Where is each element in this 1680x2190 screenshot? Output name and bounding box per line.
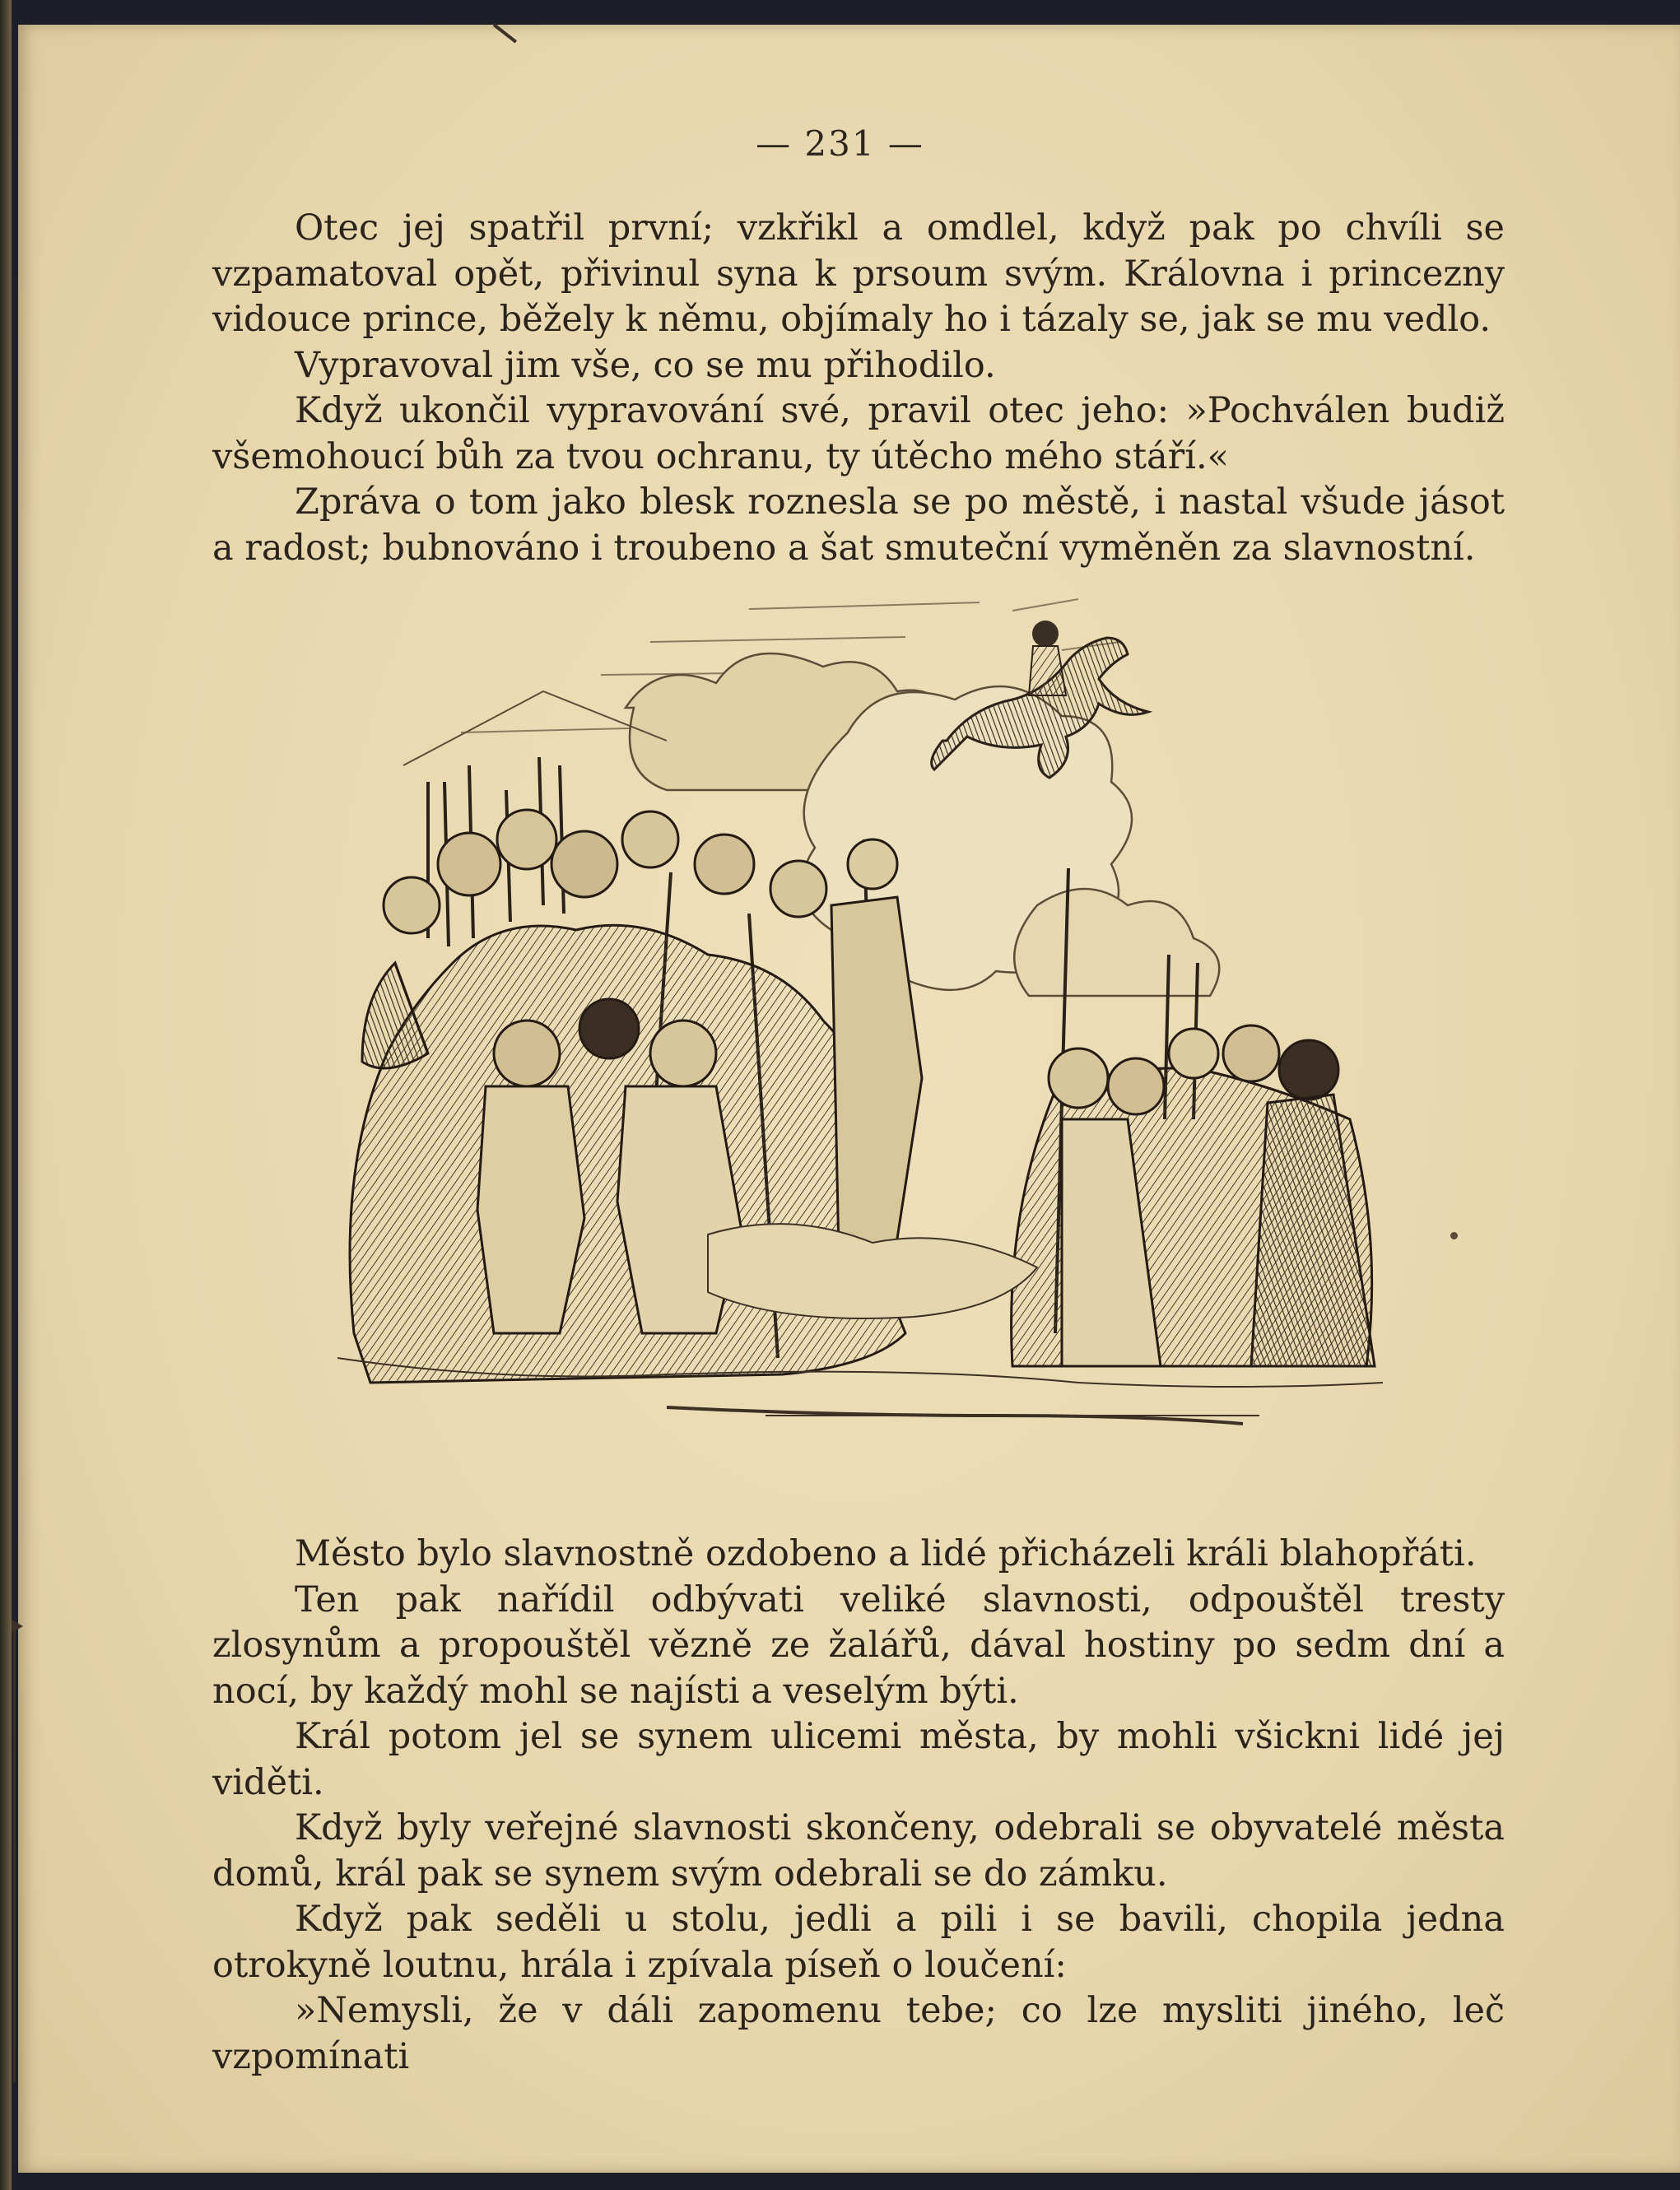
paragraph: »Nemysli, že v dáli zapomenu tebe; co lze mysliti jiného, leč vzpomínati bbox=[212, 1990, 1505, 2077]
paragraph: Vypravoval jim vše, co se mu přihodilo. bbox=[295, 344, 996, 386]
text-block-bottom bbox=[212, 1532, 1505, 2080]
ink-speck bbox=[1450, 1232, 1458, 1239]
paragraph: Když byly veřejné slavnosti skončeny, odebrali se obyvatelé města domů, král pak se synem svým odebrali se do zámku. bbox=[212, 1807, 1505, 1895]
text-block-top bbox=[212, 206, 1505, 571]
margin-marker bbox=[12, 1620, 23, 1633]
page-number: — 231 — bbox=[756, 123, 924, 164]
paragraph: Město bylo slavnostně ozdobeno a lidé přicházeli králi blahopřáti. bbox=[295, 1533, 1477, 1574]
paragraph: Když pak seděli u stolu, jedli a pili i se bavili, chopila jedna otrokyně loutnu, hrála i zpívala píseň o loučení: bbox=[212, 1899, 1505, 1986]
crowd-right bbox=[1012, 1025, 1375, 1366]
binding-line bbox=[13, 1621, 16, 2082]
paragraph: Ten pak nařídil odbývati veliké slavnosti, odpouštěl tresty zlosynům a propouštěl vězně ze žalářů, dával hostiny po sedm dní a nocí, by každý mohl se najísti a veselým býti. bbox=[212, 1579, 1505, 1712]
engraving-illustration bbox=[337, 593, 1383, 1498]
paragraph: Zpráva o tom jako blesk roznesla se po městě, i nastal všude jásot a radost; bubnováno i troubeno a šat smuteční vyměněn za slavnostní. bbox=[212, 481, 1505, 569]
paragraph: Když ukončil vypravování své, pravil otec jeho: »Pochválen budiž všemohoucí bůh za tvou ochranu, ty útěcho mého stáří.« bbox=[212, 390, 1505, 477]
paragraph: Král potom jel se synem ulicemi města, by mohli všickni lidé jej viděti. bbox=[212, 1716, 1505, 1803]
paragraph: Otec jej spatřil první; vzkřikl a omdlel, když pak po chvíli se vzpamatoval opět, přivinul syna k prsoum svým. Královna i princezny vidouce prince, běžely k němu, objímaly ho i tázaly se, jak se mu vedlo. bbox=[212, 207, 1505, 340]
page-left-edge bbox=[0, 0, 12, 2190]
